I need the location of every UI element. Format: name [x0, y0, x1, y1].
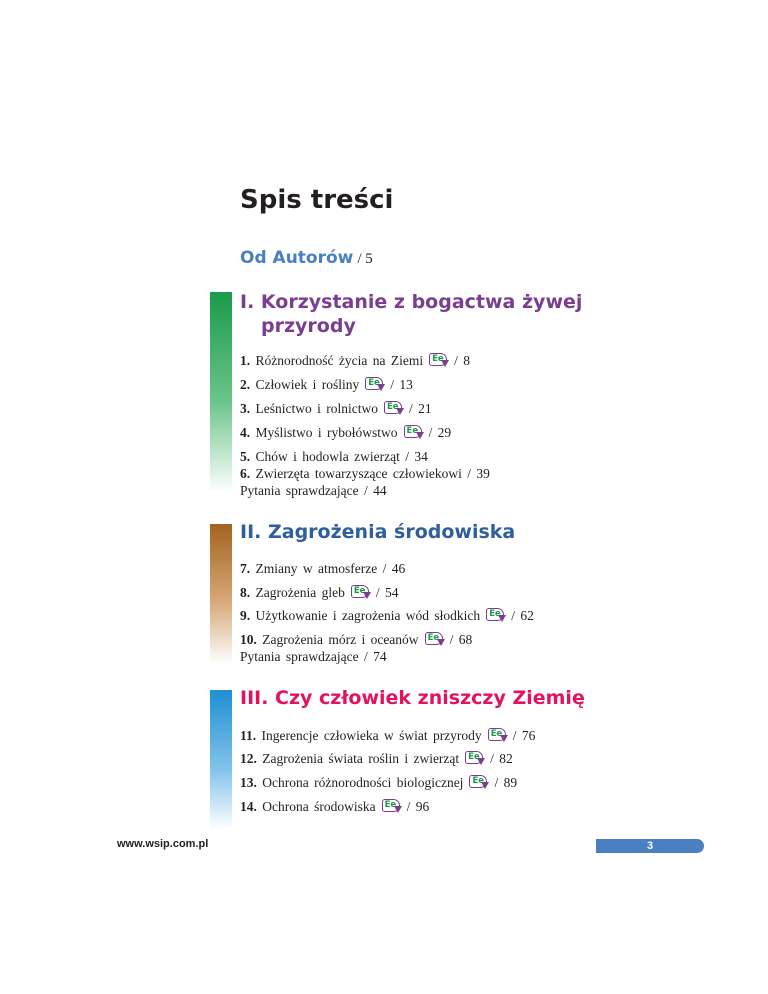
toc-entry-2[interactable]: 2. Człowiek i rośliny Ee / 13 [240, 377, 413, 392]
toc-entry-4[interactable]: 4. Myślistwo i rybołówstwo Ee / 29 [240, 425, 452, 440]
ebook-icon[interactable]: Ee [365, 377, 387, 392]
toc-entry-9[interactable]: 9. Użytkowanie i zagrożenia wód słodkich Ee / 62 [240, 608, 534, 623]
intro-page: / 5 [357, 251, 373, 267]
toc-entry-10[interactable]: 10. Zagrożenia mórz i oceanów Ee / 68 [240, 632, 473, 647]
toc-entry-11[interactable]: 11. Ingerencje człowieka w świat przyrody Ee / 76 [240, 728, 536, 743]
toc-entry-1[interactable]: 1. Różnorodność życia na Ziemi Ee / 8 [240, 353, 470, 368]
toc-entry-3[interactable]: 3. Leśnictwo i rolnictwo Ee / 21 [240, 401, 432, 416]
section-1-color-bar [210, 292, 232, 492]
toc-entry-13[interactable]: 13. Ochrona różnorodności biologicznej Ee / 89 [240, 775, 518, 790]
toc-entry-5[interactable]: 5. Chów i hodowla zwierząt / 34 [240, 449, 428, 464]
ebook-icon[interactable]: Ee [425, 632, 447, 647]
toc-entry-6[interactable]: 6. Zwierzęta towarzyszące człowiekowi / 39 [240, 466, 490, 481]
toc-entry-8[interactable]: 8. Zagrożenia gleb Ee / 54 [240, 585, 399, 600]
intro-title: Od Autorów [240, 248, 354, 268]
section-3-color-bar [210, 690, 232, 830]
ebook-icon[interactable]: Ee [384, 401, 406, 416]
section-1-title: I. Korzystanie z bogactwa żywej przyrody [240, 291, 583, 337]
ebook-icon[interactable]: Ee [404, 425, 426, 440]
ebook-icon[interactable]: Ee [469, 775, 491, 790]
ebook-icon[interactable]: Ee [465, 751, 487, 766]
intro-entry[interactable] [240, 248, 373, 268]
toc-entry-review-2[interactable]: Pytania sprawdzające / 74 [240, 649, 387, 664]
section-3-title: III. Czy człowiek zniszczy Ziemię [240, 687, 585, 709]
page-number-tab [596, 839, 704, 853]
ebook-icon[interactable]: Ee [429, 353, 451, 368]
page-title: Spis treści [240, 185, 394, 215]
section-2-title: II. Zagrożenia środowiska [240, 521, 516, 543]
toc-entry-14[interactable]: 14. Ochrona środowiska Ee / 96 [240, 799, 430, 814]
section-2-color-bar [210, 524, 232, 664]
ebook-icon[interactable]: Ee [382, 799, 404, 814]
publisher-url[interactable]: www.wsip.com.pl [117, 838, 209, 850]
page-number: 3 [646, 840, 654, 852]
ebook-icon[interactable]: Ee [486, 608, 508, 623]
toc-entry-7[interactable]: 7. Zmiany w atmosferze / 46 [240, 561, 406, 576]
toc-entry-12[interactable]: 12. Zagrożenia świata roślin i zwierząt Ee / 82 [240, 751, 513, 766]
ebook-icon[interactable]: Ee [488, 728, 510, 743]
ebook-icon[interactable]: Ee [351, 585, 373, 600]
toc-entry-review-1[interactable]: Pytania sprawdzające / 44 [240, 483, 387, 498]
